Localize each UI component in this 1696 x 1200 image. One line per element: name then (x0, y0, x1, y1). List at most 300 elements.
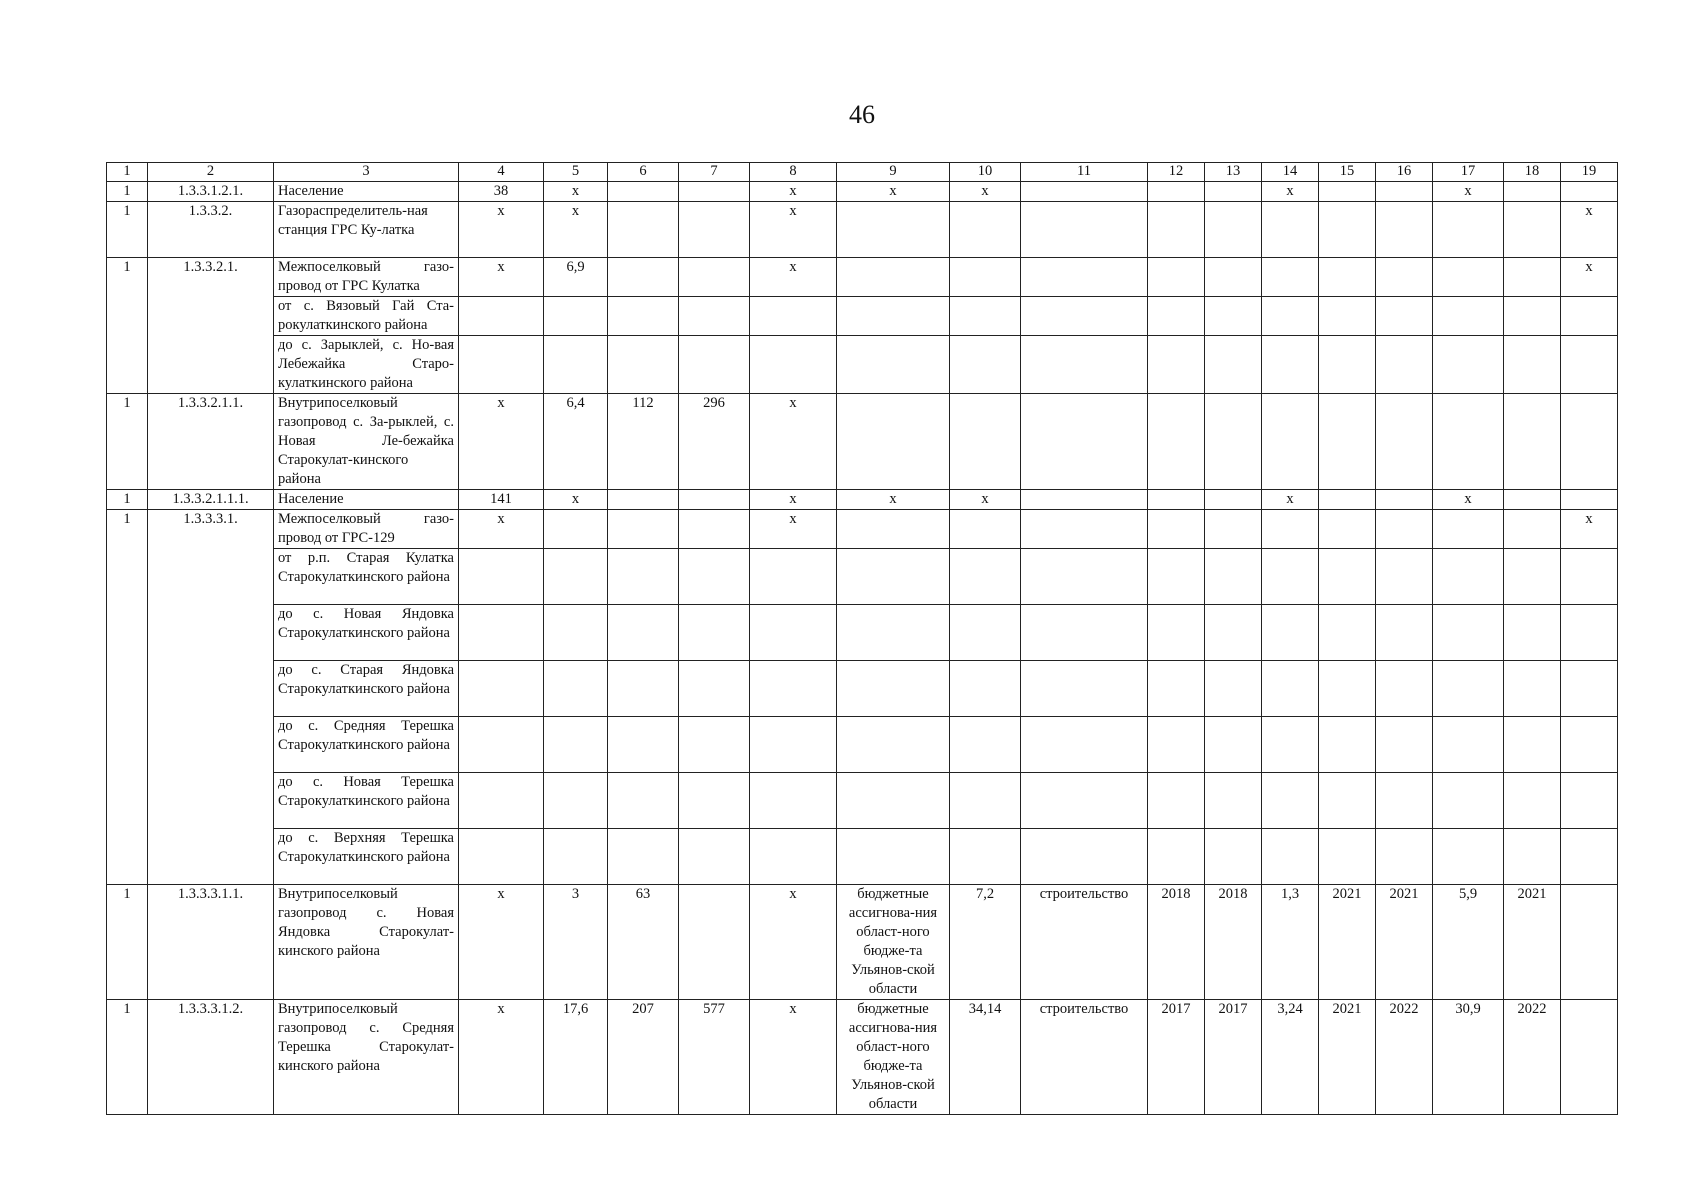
header-cell: 6 (608, 163, 679, 182)
table-cell-col-8 (750, 829, 837, 885)
table-cell-col-1: 1 (107, 202, 148, 258)
table-cell-col-18 (1504, 829, 1561, 885)
table-cell-col-3: от с. Вязовый Гай Ста-рокулаткинского района (274, 297, 459, 336)
table-cell-col-19 (1561, 549, 1618, 605)
table-cell-col-16 (1376, 202, 1433, 258)
table-cell-col-5: 6,9 (544, 258, 608, 297)
table-cell-col-5 (544, 661, 608, 717)
table-cell-col-10 (950, 510, 1021, 549)
table-cell-col-4 (459, 661, 544, 717)
table-cell-col-8: x (750, 258, 837, 297)
table-cell-col-18 (1504, 258, 1561, 297)
table-cell-col-16: 2021 (1376, 885, 1433, 1000)
table-cell-col-14 (1262, 549, 1319, 605)
table-cell-col-11 (1021, 510, 1148, 549)
page-number: 46 (849, 100, 875, 129)
table-row (107, 297, 1618, 336)
table-cell-col-10 (950, 717, 1021, 773)
table-cell-col-15 (1319, 605, 1376, 661)
table-cell-col-18 (1504, 202, 1561, 258)
header-cell: 4 (459, 163, 544, 182)
table-cell-col-3: до с. Новая Яндовка Старокулаткинского района (274, 605, 459, 661)
data-table (106, 162, 1618, 1115)
table-cell-col-19 (1561, 661, 1618, 717)
table-cell-col-3: Межпоселковый газо-провод от ГРС Кулатка (274, 258, 459, 297)
header-cell: 15 (1319, 163, 1376, 182)
table-cell-col-12 (1148, 336, 1205, 394)
table-cell-col-18 (1504, 661, 1561, 717)
table-cell-col-4 (459, 297, 544, 336)
table-cell-col-11 (1021, 202, 1148, 258)
table-cell-col-4: x (459, 202, 544, 258)
table-cell-col-3: Население (274, 182, 459, 202)
table-cell-col-9 (837, 549, 950, 605)
table-cell-col-10 (950, 829, 1021, 885)
header-cell: 10 (950, 163, 1021, 182)
header-cell: 11 (1021, 163, 1148, 182)
header-cell: 5 (544, 163, 608, 182)
table-cell-col-14 (1262, 717, 1319, 773)
table-cell-col-3: Межпоселковый газо-провод от ГРС-129 (274, 510, 459, 549)
table-cell-col-6 (608, 773, 679, 829)
table-cell-col-15 (1319, 202, 1376, 258)
table-cell-col-4: x (459, 510, 544, 549)
table-cell-col-12 (1148, 394, 1205, 490)
table-cell-col-8: x (750, 394, 837, 490)
table-cell-col-8 (750, 773, 837, 829)
table-cell-col-14 (1262, 605, 1319, 661)
table-cell-col-16: 2022 (1376, 1000, 1433, 1115)
table-cell-col-4 (459, 717, 544, 773)
table-cell-col-12 (1148, 661, 1205, 717)
table-cell-col-7 (679, 773, 750, 829)
table-cell-col-13 (1205, 297, 1262, 336)
table-cell-col-10 (950, 773, 1021, 829)
table-cell-col-18 (1504, 717, 1561, 773)
table-cell-col-6 (608, 510, 679, 549)
header-cell: 7 (679, 163, 750, 182)
table-cell-col-19 (1561, 182, 1618, 202)
table-cell-col-6: 207 (608, 1000, 679, 1115)
table-cell-col-13: 2018 (1205, 885, 1262, 1000)
table-cell-col-6 (608, 336, 679, 394)
table-cell-col-7 (679, 202, 750, 258)
table-cell-col-7 (679, 829, 750, 885)
table-cell-col-15 (1319, 394, 1376, 490)
table-cell-col-9 (837, 297, 950, 336)
table-cell-col-1: 1 (107, 258, 148, 394)
table-cell-col-15 (1319, 258, 1376, 297)
table-cell-col-17 (1433, 394, 1504, 490)
table-cell-col-2: 1.3.3.2. (148, 202, 274, 258)
table-cell-col-18 (1504, 490, 1561, 510)
table-cell-col-10: x (950, 182, 1021, 202)
table-cell-col-17 (1433, 661, 1504, 717)
table-cell-col-11 (1021, 297, 1148, 336)
table-cell-col-12: 2017 (1148, 1000, 1205, 1115)
table-cell-col-15: 2021 (1319, 885, 1376, 1000)
table-cell-col-9: x (837, 182, 950, 202)
table-cell-col-7 (679, 885, 750, 1000)
table-cell-col-12 (1148, 297, 1205, 336)
table-cell-col-4: x (459, 258, 544, 297)
table-cell-col-15 (1319, 297, 1376, 336)
table-cell-col-2: 1.3.3.2.1.1.1. (148, 490, 274, 510)
table-cell-col-12 (1148, 717, 1205, 773)
table-cell-col-17 (1433, 717, 1504, 773)
table-cell-col-4 (459, 773, 544, 829)
table-cell-col-6 (608, 549, 679, 605)
table-cell-col-5 (544, 605, 608, 661)
table-cell-col-13 (1205, 661, 1262, 717)
table-row (107, 202, 1618, 258)
table-cell-col-17 (1433, 297, 1504, 336)
table-cell-col-16 (1376, 336, 1433, 394)
table-cell-col-7 (679, 717, 750, 773)
table-cell-col-15 (1319, 182, 1376, 202)
table-cell-col-15 (1319, 661, 1376, 717)
header-cell: 8 (750, 163, 837, 182)
table-cell-col-16 (1376, 661, 1433, 717)
table-cell-col-4: x (459, 1000, 544, 1115)
table-cell-col-19 (1561, 773, 1618, 829)
header-cell: 13 (1205, 163, 1262, 182)
table-cell-col-7: 296 (679, 394, 750, 490)
table-cell-col-5: 3 (544, 885, 608, 1000)
table-cell-col-12 (1148, 549, 1205, 605)
table-cell-col-17 (1433, 202, 1504, 258)
table-cell-col-6 (608, 490, 679, 510)
table-cell-col-19 (1561, 885, 1618, 1000)
table-cell-col-15 (1319, 490, 1376, 510)
table-cell-col-17 (1433, 549, 1504, 605)
table-cell-col-5 (544, 336, 608, 394)
table-cell-col-5 (544, 717, 608, 773)
table-cell-col-13 (1205, 773, 1262, 829)
table-cell-col-7 (679, 605, 750, 661)
table-cell-col-5: x (544, 490, 608, 510)
table-cell-col-14: x (1262, 490, 1319, 510)
table-cell-col-3: до с. Зарыклей, с. Но-вая Лебежайка Старо-кулаткинского района (274, 336, 459, 394)
table-cell-col-17: 30,9 (1433, 1000, 1504, 1115)
header-cell: 9 (837, 163, 950, 182)
table-cell-col-6: 112 (608, 394, 679, 490)
table-cell-col-8: x (750, 1000, 837, 1115)
table-cell-col-11: строительство (1021, 885, 1148, 1000)
table-cell-col-19: x (1561, 258, 1618, 297)
table-cell-col-1: 1 (107, 394, 148, 490)
table-cell-col-14 (1262, 510, 1319, 549)
table-cell-col-14: 1,3 (1262, 885, 1319, 1000)
table-cell-col-3: Внутрипоселковый газопровод с. Новая Яндовка Старокулат-кинского района (274, 885, 459, 1000)
table-cell-col-4: x (459, 885, 544, 1000)
table-cell-col-4: 38 (459, 182, 544, 202)
table-cell-col-2: 1.3.3.3.1.1. (148, 885, 274, 1000)
table-cell-col-14 (1262, 297, 1319, 336)
table-cell-col-11 (1021, 490, 1148, 510)
table-cell-col-7 (679, 297, 750, 336)
table-cell-col-6 (608, 258, 679, 297)
table-cell-col-4 (459, 336, 544, 394)
table-cell-col-3: до с. Средняя Терешка Старокулаткинского района (274, 717, 459, 773)
table-cell-col-8 (750, 297, 837, 336)
table-cell-col-9 (837, 394, 950, 490)
header-cell: 14 (1262, 163, 1319, 182)
table-cell-col-9: бюджетные ассигнова-ния област-ного бюдже-та Ульянов-ской области (837, 1000, 950, 1115)
table-cell-col-5: 6,4 (544, 394, 608, 490)
table-cell-col-2: 1.3.3.3.1. (148, 510, 274, 885)
table-cell-col-15: 2021 (1319, 1000, 1376, 1115)
table-cell-col-16 (1376, 510, 1433, 549)
table-cell-col-16 (1376, 605, 1433, 661)
table-cell-col-10: 7,2 (950, 885, 1021, 1000)
table-cell-col-17 (1433, 829, 1504, 885)
table-cell-col-2: 1.3.3.2.1. (148, 258, 274, 394)
table-cell-col-13 (1205, 510, 1262, 549)
table-cell-col-7 (679, 258, 750, 297)
table-cell-col-18 (1504, 297, 1561, 336)
table-cell-col-13 (1205, 258, 1262, 297)
table-cell-col-18 (1504, 605, 1561, 661)
table-cell-col-12 (1148, 829, 1205, 885)
table-cell-col-18 (1504, 510, 1561, 549)
table-row (107, 490, 1618, 510)
table-cell-col-9: бюджетные ассигнова-ния област-ного бюдже-та Ульянов-ской области (837, 885, 950, 1000)
table-cell-col-16 (1376, 717, 1433, 773)
table-cell-col-10 (950, 202, 1021, 258)
table-cell-col-7 (679, 661, 750, 717)
table-cell-col-19 (1561, 829, 1618, 885)
table-cell-col-5 (544, 297, 608, 336)
table-cell-col-15 (1319, 510, 1376, 549)
table-cell-col-8 (750, 605, 837, 661)
table-cell-col-12 (1148, 202, 1205, 258)
table-cell-col-11 (1021, 717, 1148, 773)
table-cell-col-10: x (950, 490, 1021, 510)
table-cell-col-13 (1205, 182, 1262, 202)
table-cell-col-3: Внутрипоселковый газопровод с. За-рыклей, с. Новая Ле-бежайка Старокулат-кинского района (274, 394, 459, 490)
table-cell-col-17 (1433, 336, 1504, 394)
table-cell-col-9 (837, 510, 950, 549)
table-cell-col-3: Газораспределитель-ная станция ГРС Ку-латка (274, 202, 459, 258)
table-cell-col-18 (1504, 394, 1561, 490)
table-cell-col-12 (1148, 182, 1205, 202)
table-row (107, 661, 1618, 717)
table-cell-col-16 (1376, 394, 1433, 490)
table-cell-col-10: 34,14 (950, 1000, 1021, 1115)
header-cell: 17 (1433, 163, 1504, 182)
table-cell-col-2: 1.3.3.3.1.2. (148, 1000, 274, 1115)
table-row (107, 829, 1618, 885)
table-cell-col-8: x (750, 202, 837, 258)
table-cell-col-14 (1262, 394, 1319, 490)
table-cell-col-6 (608, 202, 679, 258)
table-cell-col-8: x (750, 885, 837, 1000)
header-cell: 18 (1504, 163, 1561, 182)
table-cell-col-19 (1561, 490, 1618, 510)
table-cell-col-9 (837, 258, 950, 297)
table-cell-col-16 (1376, 773, 1433, 829)
table-cell-col-17: 5,9 (1433, 885, 1504, 1000)
table-cell-col-19 (1561, 394, 1618, 490)
table-cell-col-19 (1561, 1000, 1618, 1115)
table-cell-col-17: x (1433, 182, 1504, 202)
table-cell-col-2: 1.3.3.2.1.1. (148, 394, 274, 490)
table-cell-col-13 (1205, 336, 1262, 394)
table-cell-col-16 (1376, 258, 1433, 297)
table-cell-col-6 (608, 717, 679, 773)
table-cell-col-8: x (750, 490, 837, 510)
table-cell-col-13 (1205, 202, 1262, 258)
table-cell-col-18 (1504, 336, 1561, 394)
table-cell-col-1: 1 (107, 490, 148, 510)
table-cell-col-13 (1205, 394, 1262, 490)
table-cell-col-17 (1433, 773, 1504, 829)
table-cell-col-18 (1504, 549, 1561, 605)
header-cell: 1 (107, 163, 148, 182)
table-cell-col-15 (1319, 829, 1376, 885)
table-cell-col-13 (1205, 717, 1262, 773)
table-cell-col-17 (1433, 258, 1504, 297)
table-cell-col-14 (1262, 258, 1319, 297)
table-cell-col-5: x (544, 182, 608, 202)
table-row (107, 258, 1618, 297)
table-cell-col-11 (1021, 258, 1148, 297)
table-cell-col-5 (544, 510, 608, 549)
table-cell-col-7: 577 (679, 1000, 750, 1115)
table-cell-col-7 (679, 510, 750, 549)
table-cell-col-19: x (1561, 202, 1618, 258)
table-cell-col-15 (1319, 549, 1376, 605)
table-cell-col-11: строительство (1021, 1000, 1148, 1115)
table-cell-col-3: до с. Новая Терешка Старокулаткинского района (274, 773, 459, 829)
table-cell-col-19 (1561, 297, 1618, 336)
table-cell-col-8 (750, 549, 837, 605)
table-cell-col-6 (608, 297, 679, 336)
table-cell-col-12: 2018 (1148, 885, 1205, 1000)
table-cell-col-4 (459, 549, 544, 605)
table-cell-col-1: 1 (107, 182, 148, 202)
table-cell-col-12 (1148, 773, 1205, 829)
table-cell-col-9: x (837, 490, 950, 510)
table-cell-col-15 (1319, 717, 1376, 773)
table-cell-col-5 (544, 773, 608, 829)
table-cell-col-8 (750, 661, 837, 717)
table-cell-col-10 (950, 661, 1021, 717)
table-cell-col-11 (1021, 661, 1148, 717)
table-cell-col-11 (1021, 549, 1148, 605)
table-cell-col-3: до с. Старая Яндовка Старокулаткинского района (274, 661, 459, 717)
table-cell-col-15 (1319, 773, 1376, 829)
table-row (107, 182, 1618, 202)
table-cell-col-17 (1433, 510, 1504, 549)
table-cell-col-11 (1021, 394, 1148, 490)
table-cell-col-13 (1205, 829, 1262, 885)
table-cell-col-19: x (1561, 510, 1618, 549)
table-cell-col-13 (1205, 605, 1262, 661)
table-cell-col-9 (837, 773, 950, 829)
table-cell-col-8 (750, 717, 837, 773)
header-cell: 2 (148, 163, 274, 182)
table-cell-col-16 (1376, 549, 1433, 605)
table-cell-col-3: от р.п. Старая Кулатка Старокулаткинского района (274, 549, 459, 605)
table-cell-col-11 (1021, 829, 1148, 885)
table-cell-col-9 (837, 829, 950, 885)
table-cell-col-14 (1262, 661, 1319, 717)
table-cell-col-11 (1021, 182, 1148, 202)
table-cell-col-9 (837, 605, 950, 661)
table-cell-col-4: x (459, 394, 544, 490)
table-cell-col-7 (679, 182, 750, 202)
table-cell-col-16 (1376, 297, 1433, 336)
table-cell-col-1: 1 (107, 510, 148, 885)
table-cell-col-18: 2021 (1504, 885, 1561, 1000)
header-cell: 12 (1148, 163, 1205, 182)
table-cell-col-9 (837, 202, 950, 258)
table-cell-col-5: 17,6 (544, 1000, 608, 1115)
table-cell-col-6: 63 (608, 885, 679, 1000)
table-cell-col-12 (1148, 258, 1205, 297)
table-cell-col-5 (544, 549, 608, 605)
table-cell-col-14 (1262, 773, 1319, 829)
table-cell-col-18 (1504, 182, 1561, 202)
table-cell-col-8 (750, 336, 837, 394)
table-cell-col-13: 2017 (1205, 1000, 1262, 1115)
table-cell-col-7 (679, 549, 750, 605)
table-cell-col-10 (950, 297, 1021, 336)
table-cell-col-4 (459, 829, 544, 885)
table-cell-col-10 (950, 394, 1021, 490)
header-cell: 19 (1561, 163, 1618, 182)
table-cell-col-2: 1.3.3.1.2.1. (148, 182, 274, 202)
table-cell-col-17: x (1433, 490, 1504, 510)
table-cell-col-19 (1561, 717, 1618, 773)
table-cell-col-18: 2022 (1504, 1000, 1561, 1115)
table-cell-col-4: 141 (459, 490, 544, 510)
table-cell-col-8: x (750, 182, 837, 202)
table-row (107, 773, 1618, 829)
table-cell-col-9 (837, 717, 950, 773)
table-cell-col-10 (950, 258, 1021, 297)
table-cell-col-16 (1376, 490, 1433, 510)
table-cell-col-14 (1262, 202, 1319, 258)
table-cell-col-13 (1205, 490, 1262, 510)
table-cell-col-7 (679, 336, 750, 394)
table-row (107, 394, 1618, 490)
table-row (107, 1000, 1618, 1115)
table-cell-col-16 (1376, 829, 1433, 885)
table-cell-col-10 (950, 336, 1021, 394)
table-cell-col-11 (1021, 773, 1148, 829)
table-cell-col-10 (950, 605, 1021, 661)
table-cell-col-7 (679, 490, 750, 510)
table-cell-col-15 (1319, 336, 1376, 394)
table-cell-col-6 (608, 829, 679, 885)
table-cell-col-3: Внутрипоселковый газопровод с. Средняя Терешка Старокулат-кинского района (274, 1000, 459, 1115)
table-row (107, 549, 1618, 605)
table-row (107, 885, 1618, 1000)
table-cell-col-13 (1205, 549, 1262, 605)
table-cell-col-5: x (544, 202, 608, 258)
header-row (107, 163, 1618, 182)
table-cell-col-3: Население (274, 490, 459, 510)
table-row (107, 605, 1618, 661)
table-cell-col-18 (1504, 773, 1561, 829)
header-cell: 3 (274, 163, 459, 182)
table-cell-col-12 (1148, 510, 1205, 549)
table-cell-col-9 (837, 661, 950, 717)
table-cell-col-3: до с. Верхняя Терешка Старокулаткинского района (274, 829, 459, 885)
